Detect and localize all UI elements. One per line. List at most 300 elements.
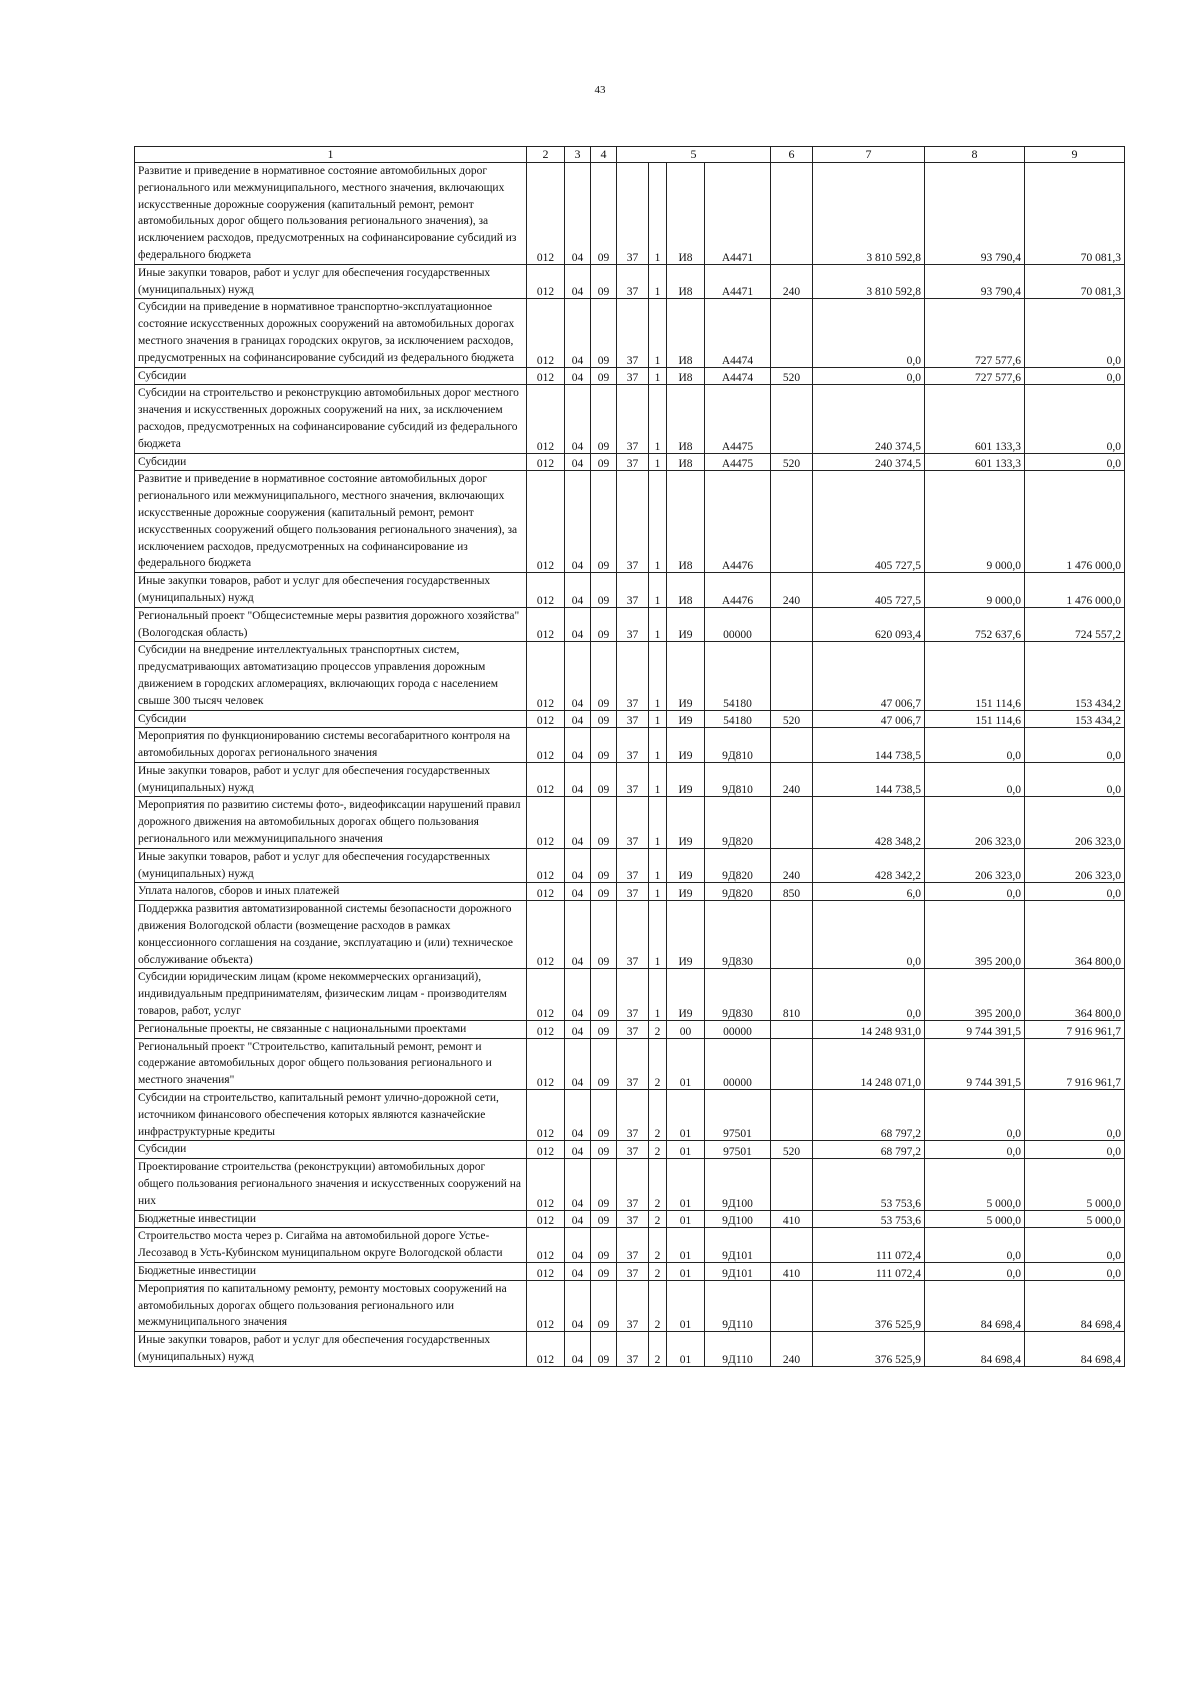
subsection-code: 09 [591, 728, 617, 763]
project-code: И8 [667, 573, 705, 608]
expense-type-code [771, 1228, 813, 1263]
section-code: 04 [565, 901, 591, 969]
subsection-code: 09 [591, 797, 617, 848]
subsection-code: 09 [591, 299, 617, 367]
amount-col9: 0,0 [1025, 883, 1125, 901]
project-code: 01 [667, 1228, 705, 1263]
type-code: 1 [649, 299, 667, 367]
program-code: 37 [617, 1020, 649, 1038]
expense-name: Бюджетные инвестиции [135, 1210, 527, 1228]
direction-code: 9Д830 [705, 901, 771, 969]
expense-type-code [771, 642, 813, 710]
subsection-code: 09 [591, 163, 617, 265]
grbs-code: 012 [527, 762, 565, 797]
direction-code: 9Д820 [705, 797, 771, 848]
amount-col8: 9 000,0 [925, 471, 1025, 573]
table-row [135, 1332, 1125, 1367]
table-row [135, 367, 1125, 385]
program-code: 37 [617, 1038, 649, 1089]
expense-type-code: 240 [771, 573, 813, 608]
grbs-code: 012 [527, 1263, 565, 1281]
amount-col9: 70 081,3 [1025, 163, 1125, 265]
direction-code: 00000 [705, 1020, 771, 1038]
program-code: 37 [617, 883, 649, 901]
subsection-code: 09 [591, 642, 617, 710]
column-header: 1 [135, 147, 527, 163]
expense-type-code: 410 [771, 1263, 813, 1281]
section-code: 04 [565, 1332, 591, 1367]
project-code: И8 [667, 299, 705, 367]
expense-name: Мероприятия по функционированию системы весогабаритного контроля на автомобильных дорогах регионального значения [135, 728, 527, 763]
program-code: 37 [617, 299, 649, 367]
expense-name: Развитие и приведение в нормативное состояние автомобильных дорог регионального или межмуниципального, местного значения, включающих искусственные дорожные сооружения (капитальный ремонт, ремонт искусственных сооружений общего пользования регионального значения), за исключением расходов, предусмотренных на софинансирование из федерального бюджета [135, 471, 527, 573]
grbs-code: 012 [527, 367, 565, 385]
subsection-code: 09 [591, 1263, 617, 1281]
amount-col7: 144 738,5 [813, 762, 925, 797]
subsection-code: 09 [591, 573, 617, 608]
amount-col8: 0,0 [925, 728, 1025, 763]
amount-col7: 144 738,5 [813, 728, 925, 763]
expense-type-code [771, 471, 813, 573]
amount-col8: 9 000,0 [925, 573, 1025, 608]
type-code: 1 [649, 163, 667, 265]
column-header: 4 [591, 147, 617, 163]
subsection-code: 09 [591, 969, 617, 1020]
amount-col9: 0,0 [1025, 299, 1125, 367]
expense-name: Региональный проект "Общесистемные меры развития дорожного хозяйства" (Вологодская область) [135, 607, 527, 642]
direction-code: А4474 [705, 367, 771, 385]
subsection-code: 09 [591, 1228, 617, 1263]
direction-code: 9Д101 [705, 1263, 771, 1281]
subsection-code: 09 [591, 471, 617, 573]
section-code: 04 [565, 163, 591, 265]
section-code: 04 [565, 471, 591, 573]
project-code: 01 [667, 1141, 705, 1159]
program-code: 37 [617, 1210, 649, 1228]
amount-col7: 428 342,2 [813, 848, 925, 883]
amount-col8: 0,0 [925, 1228, 1025, 1263]
program-code: 37 [617, 453, 649, 471]
expense-type-code: 240 [771, 762, 813, 797]
section-code: 04 [565, 1090, 591, 1141]
program-code: 37 [617, 762, 649, 797]
expense-name: Развитие и приведение в нормативное состояние автомобильных дорог регионального или межмуниципального, местного значения, включающих искусственные дорожные сооружения (капитальный ремонт, ремонт автомобильных дорог общего пользования регионального значения), за исключением расходов, предусмотренных на софинансирование субсидий из федерального бюджета [135, 163, 527, 265]
project-code: И9 [667, 728, 705, 763]
type-code: 2 [649, 1038, 667, 1089]
table-row [135, 762, 1125, 797]
expense-name: Поддержка развития автоматизированной системы безопасности дорожного движения Вологодской области (возмещение расходов в рамках концессионного соглашения на создание, эксплуатацию и (или) техническое обслуживание объекта) [135, 901, 527, 969]
grbs-code: 012 [527, 163, 565, 265]
amount-col9: 0,0 [1025, 1090, 1125, 1141]
subsection-code: 09 [591, 385, 617, 453]
column-header: 6 [771, 147, 813, 163]
amount-col8: 0,0 [925, 762, 1025, 797]
amount-col7: 47 006,7 [813, 710, 925, 728]
grbs-code: 012 [527, 728, 565, 763]
project-code: И9 [667, 797, 705, 848]
amount-col9: 0,0 [1025, 1228, 1125, 1263]
program-code: 37 [617, 607, 649, 642]
grbs-code: 012 [527, 1141, 565, 1159]
section-code: 04 [565, 573, 591, 608]
project-code: И9 [667, 710, 705, 728]
table-row [135, 883, 1125, 901]
project-code: И9 [667, 607, 705, 642]
project-code: И9 [667, 883, 705, 901]
subsection-code: 09 [591, 607, 617, 642]
amount-col8: 5 000,0 [925, 1159, 1025, 1210]
amount-col7: 3 810 592,8 [813, 264, 925, 299]
program-code: 37 [617, 1280, 649, 1331]
table-row [135, 1210, 1125, 1228]
program-code: 37 [617, 848, 649, 883]
subsection-code: 09 [591, 1280, 617, 1331]
program-code: 37 [617, 710, 649, 728]
table-row [135, 901, 1125, 969]
direction-code: А4475 [705, 385, 771, 453]
grbs-code: 012 [527, 969, 565, 1020]
grbs-code: 012 [527, 642, 565, 710]
expense-type-code [771, 1090, 813, 1141]
subsection-code: 09 [591, 848, 617, 883]
project-code: 01 [667, 1280, 705, 1331]
expense-name: Субсидии на внедрение интеллектуальных транспортных систем, предусматривающих автоматизацию процессов управления дорожным движением в городских агломерациях, включающих города с населением свыше 300 тысяч человек [135, 642, 527, 710]
expense-name: Иные закупки товаров, работ и услуг для обеспечения государственных (муниципальных) нужд [135, 762, 527, 797]
amount-col8: 395 200,0 [925, 901, 1025, 969]
table-row [135, 299, 1125, 367]
section-code: 04 [565, 1159, 591, 1210]
grbs-code: 012 [527, 453, 565, 471]
amount-col9: 1 476 000,0 [1025, 573, 1125, 608]
project-code: И8 [667, 163, 705, 265]
expense-type-code [771, 1280, 813, 1331]
direction-code: 54180 [705, 710, 771, 728]
direction-code: А4474 [705, 299, 771, 367]
table-row [135, 471, 1125, 573]
expense-name: Субсидии [135, 1141, 527, 1159]
project-code: И9 [667, 848, 705, 883]
table-row [135, 642, 1125, 710]
program-code: 37 [617, 573, 649, 608]
direction-code: 9Д100 [705, 1159, 771, 1210]
section-code: 04 [565, 1141, 591, 1159]
column-header: 7 [813, 147, 925, 163]
amount-col8: 9 744 391,5 [925, 1020, 1025, 1038]
project-code: И8 [667, 385, 705, 453]
grbs-code: 012 [527, 1020, 565, 1038]
column-header: 2 [527, 147, 565, 163]
table-row [135, 1038, 1125, 1089]
amount-col8: 93 790,4 [925, 264, 1025, 299]
grbs-code: 012 [527, 471, 565, 573]
subsection-code: 09 [591, 1210, 617, 1228]
grbs-code: 012 [527, 1090, 565, 1141]
grbs-code: 012 [527, 1210, 565, 1228]
direction-code: 97501 [705, 1141, 771, 1159]
amount-col7: 68 797,2 [813, 1090, 925, 1141]
expense-name: Региональные проекты, не связанные с национальными проектами [135, 1020, 527, 1038]
expense-type-code [771, 163, 813, 265]
amount-col7: 53 753,6 [813, 1210, 925, 1228]
amount-col9: 724 557,2 [1025, 607, 1125, 642]
amount-col9: 153 434,2 [1025, 642, 1125, 710]
amount-col8: 752 637,6 [925, 607, 1025, 642]
grbs-code: 012 [527, 1038, 565, 1089]
amount-col7: 0,0 [813, 299, 925, 367]
amount-col7: 47 006,7 [813, 642, 925, 710]
table-row [135, 848, 1125, 883]
amount-col9: 7 916 961,7 [1025, 1038, 1125, 1089]
expense-type-code: 810 [771, 969, 813, 1020]
amount-col8: 0,0 [925, 1141, 1025, 1159]
amount-col9: 364 800,0 [1025, 969, 1125, 1020]
program-code: 37 [617, 385, 649, 453]
expense-name: Мероприятия по капитальному ремонту, ремонту мостовых сооружений на автомобильных дорогах общего пользования регионального или межмуниципального значения [135, 1280, 527, 1331]
type-code: 1 [649, 471, 667, 573]
section-code: 04 [565, 264, 591, 299]
table-row [135, 1141, 1125, 1159]
program-code: 37 [617, 969, 649, 1020]
amount-col9: 5 000,0 [1025, 1159, 1125, 1210]
amount-col8: 727 577,6 [925, 299, 1025, 367]
amount-col7: 6,0 [813, 883, 925, 901]
subsection-code: 09 [591, 1141, 617, 1159]
project-code: 00 [667, 1020, 705, 1038]
table-row [135, 728, 1125, 763]
subsection-code: 09 [591, 901, 617, 969]
expense-name: Субсидии [135, 710, 527, 728]
amount-col9: 0,0 [1025, 453, 1125, 471]
table-row [135, 1228, 1125, 1263]
table-row [135, 1263, 1125, 1281]
amount-col8: 727 577,6 [925, 367, 1025, 385]
grbs-code: 012 [527, 385, 565, 453]
section-code: 04 [565, 969, 591, 1020]
section-code: 04 [565, 607, 591, 642]
amount-col7: 111 072,4 [813, 1263, 925, 1281]
project-code: И9 [667, 762, 705, 797]
program-code: 37 [617, 728, 649, 763]
section-code: 04 [565, 1228, 591, 1263]
program-code: 37 [617, 1332, 649, 1367]
section-code: 04 [565, 1280, 591, 1331]
type-code: 1 [649, 607, 667, 642]
section-code: 04 [565, 797, 591, 848]
amount-col9: 0,0 [1025, 1263, 1125, 1281]
direction-code: 9Д810 [705, 762, 771, 797]
amount-col9: 70 081,3 [1025, 264, 1125, 299]
program-code: 37 [617, 1159, 649, 1210]
section-code: 04 [565, 728, 591, 763]
direction-code: А4471 [705, 163, 771, 265]
direction-code: А4471 [705, 264, 771, 299]
amount-col7: 68 797,2 [813, 1141, 925, 1159]
grbs-code: 012 [527, 607, 565, 642]
expense-type-code [771, 299, 813, 367]
expense-name: Мероприятия по развитию системы фото-, видеофиксации нарушений правил дорожного движения на автомобильных дорогах общего пользования регионального или межмуниципального значения [135, 797, 527, 848]
amount-col9: 0,0 [1025, 728, 1125, 763]
table-row [135, 797, 1125, 848]
project-code: И9 [667, 969, 705, 1020]
subsection-code: 09 [591, 1038, 617, 1089]
direction-code: А4475 [705, 453, 771, 471]
project-code: 01 [667, 1159, 705, 1210]
expense-type-code [771, 797, 813, 848]
direction-code: 9Д810 [705, 728, 771, 763]
amount-col7: 0,0 [813, 367, 925, 385]
section-code: 04 [565, 299, 591, 367]
amount-col8: 206 323,0 [925, 848, 1025, 883]
section-code: 04 [565, 453, 591, 471]
section-code: 04 [565, 385, 591, 453]
amount-col8: 0,0 [925, 1090, 1025, 1141]
direction-code: 9Д110 [705, 1280, 771, 1331]
section-code: 04 [565, 883, 591, 901]
amount-col7: 405 727,5 [813, 573, 925, 608]
program-code: 37 [617, 797, 649, 848]
amount-col8: 206 323,0 [925, 797, 1025, 848]
subsection-code: 09 [591, 1090, 617, 1141]
grbs-code: 012 [527, 1280, 565, 1331]
expense-type-code [771, 1020, 813, 1038]
type-code: 1 [649, 367, 667, 385]
section-code: 04 [565, 1038, 591, 1089]
amount-col7: 428 348,2 [813, 797, 925, 848]
amount-col8: 84 698,4 [925, 1332, 1025, 1367]
subsection-code: 09 [591, 367, 617, 385]
type-code: 1 [649, 728, 667, 763]
direction-code: А4476 [705, 471, 771, 573]
column-header: 3 [565, 147, 591, 163]
grbs-code: 012 [527, 1228, 565, 1263]
amount-col7: 53 753,6 [813, 1159, 925, 1210]
subsection-code: 09 [591, 1332, 617, 1367]
section-code: 04 [565, 762, 591, 797]
table-row [135, 163, 1125, 265]
amount-col7: 620 093,4 [813, 607, 925, 642]
amount-col7: 0,0 [813, 901, 925, 969]
expense-type-code [771, 607, 813, 642]
amount-col8: 5 000,0 [925, 1210, 1025, 1228]
direction-code: 9Д110 [705, 1332, 771, 1367]
expense-type-code [771, 728, 813, 763]
direction-code: 9Д101 [705, 1228, 771, 1263]
grbs-code: 012 [527, 299, 565, 367]
amount-col9: 153 434,2 [1025, 710, 1125, 728]
program-code: 37 [617, 471, 649, 573]
type-code: 1 [649, 762, 667, 797]
grbs-code: 012 [527, 901, 565, 969]
section-code: 04 [565, 710, 591, 728]
table-row [135, 453, 1125, 471]
amount-col9: 0,0 [1025, 762, 1125, 797]
expense-type-code: 520 [771, 453, 813, 471]
program-code: 37 [617, 901, 649, 969]
column-header: 8 [925, 147, 1025, 163]
column-header: 9 [1025, 147, 1125, 163]
grbs-code: 012 [527, 883, 565, 901]
direction-code: 00000 [705, 1038, 771, 1089]
type-code: 2 [649, 1263, 667, 1281]
project-code: И9 [667, 642, 705, 710]
expense-type-code [771, 385, 813, 453]
project-code: 01 [667, 1090, 705, 1141]
expense-type-code [771, 901, 813, 969]
expense-name: Иные закупки товаров, работ и услуг для обеспечения государственных (муниципальных) нужд [135, 573, 527, 608]
expense-name: Субсидии на приведение в нормативное транспортно-эксплуатационное состояние искусственных дорожных сооружений на автомобильных дорогах местного значения в границах городских округов, за исключением расходов, предусмотренных на софинансирование субсидий из федерального бюджета [135, 299, 527, 367]
grbs-code: 012 [527, 1159, 565, 1210]
type-code: 2 [649, 1210, 667, 1228]
project-code: И8 [667, 471, 705, 573]
expense-name: Уплата налогов, сборов и иных платежей [135, 883, 527, 901]
amount-col8: 151 114,6 [925, 710, 1025, 728]
type-code: 1 [649, 901, 667, 969]
budget-table [134, 146, 1125, 1367]
amount-col7: 0,0 [813, 969, 925, 1020]
type-code: 1 [649, 264, 667, 299]
project-code: 01 [667, 1332, 705, 1367]
amount-col7: 376 525,9 [813, 1332, 925, 1367]
amount-col9: 364 800,0 [1025, 901, 1125, 969]
amount-col8: 9 744 391,5 [925, 1038, 1025, 1089]
type-code: 1 [649, 385, 667, 453]
project-code: И8 [667, 264, 705, 299]
expense-name: Иные закупки товаров, работ и услуг для обеспечения государственных (муниципальных) нужд [135, 1332, 527, 1367]
amount-col8: 601 133,3 [925, 385, 1025, 453]
amount-col9: 0,0 [1025, 367, 1125, 385]
type-code: 1 [649, 453, 667, 471]
expense-name: Региональный проект "Строительство, капитальный ремонт, ремонт и содержание автомобильных дорог общего пользования регионального и местного значения" [135, 1038, 527, 1089]
amount-col8: 84 698,4 [925, 1280, 1025, 1331]
type-code: 2 [649, 1228, 667, 1263]
subsection-code: 09 [591, 762, 617, 797]
amount-col9: 5 000,0 [1025, 1210, 1125, 1228]
page-number: 43 [594, 84, 606, 96]
grbs-code: 012 [527, 264, 565, 299]
amount-col9: 1 476 000,0 [1025, 471, 1125, 573]
column-header: 5 [617, 147, 771, 163]
type-code: 2 [649, 1141, 667, 1159]
type-code: 1 [649, 883, 667, 901]
subsection-code: 09 [591, 1159, 617, 1210]
amount-col9: 0,0 [1025, 385, 1125, 453]
table-row [135, 1280, 1125, 1331]
type-code: 2 [649, 1020, 667, 1038]
amount-col7: 14 248 931,0 [813, 1020, 925, 1038]
expense-type-code: 240 [771, 1332, 813, 1367]
table-row [135, 710, 1125, 728]
amount-col9: 206 323,0 [1025, 797, 1125, 848]
grbs-code: 012 [527, 710, 565, 728]
section-code: 04 [565, 367, 591, 385]
program-code: 37 [617, 264, 649, 299]
direction-code: А4476 [705, 573, 771, 608]
direction-code: 97501 [705, 1090, 771, 1141]
expense-name: Субсидии юридическим лицам (кроме некоммерческих организаций), индивидуальным предпринимателям, физическим лицам - производителям товаров, работ, услуг [135, 969, 527, 1020]
program-code: 37 [617, 642, 649, 710]
table-row [135, 1090, 1125, 1141]
expense-type-code: 240 [771, 848, 813, 883]
amount-col9: 7 916 961,7 [1025, 1020, 1125, 1038]
amount-col8: 93 790,4 [925, 163, 1025, 265]
direction-code: 9Д820 [705, 883, 771, 901]
table-row [135, 969, 1125, 1020]
amount-col8: 601 133,3 [925, 453, 1025, 471]
column-number-row [135, 147, 1125, 163]
amount-col7: 3 810 592,8 [813, 163, 925, 265]
expense-name: Субсидии на строительство и реконструкцию автомобильных дорог местного значения и искусственных дорожных сооружений на них, за исключением расходов, предусмотренных на софинансирование субсидий из федерального бюджета [135, 385, 527, 453]
program-code: 37 [617, 163, 649, 265]
